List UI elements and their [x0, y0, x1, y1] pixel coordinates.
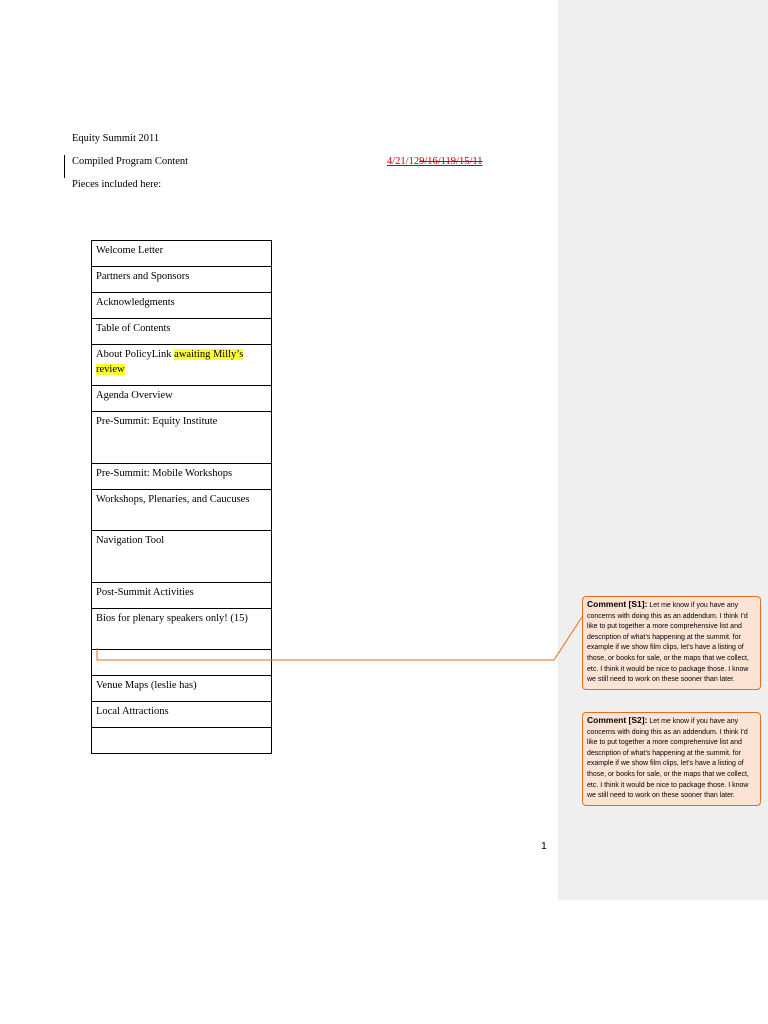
table-row[interactable]: Acknowledgments	[92, 293, 272, 319]
date-struck-2: 9/15/11	[450, 156, 483, 167]
table-row[interactable]: Agenda Overview	[92, 386, 272, 412]
date-current: 4/21/12	[387, 156, 420, 167]
table-row[interactable]: Workshops, Plenaries, and Caucuses	[92, 490, 272, 531]
table-row[interactable]: Welcome Letter	[92, 241, 272, 267]
table-row[interactable]: Pre-Summit: Equity Institute	[92, 412, 272, 464]
table-row[interactable]: Bios for plenary speakers only! (15)	[92, 609, 272, 650]
table-row[interactable]: Local Attractions	[92, 702, 272, 728]
table-row[interactable]: Navigation Tool	[92, 531, 272, 583]
date-struck-1: 9/16/11	[419, 156, 451, 167]
review-highlight: awaiting Milly’s review	[96, 349, 244, 375]
document-title: Equity Summit 2011	[72, 133, 160, 144]
table-row[interactable]: Partners and Sponsors	[92, 267, 272, 293]
comment-text: Let me know if you have any concerns with doing this as an addendum. I think I’d like to put together a more comprehensive list and description of what’s happening at the summit. for example if we show film clips, let’s have a listing of those, or books for sale, or the maps that we collect, etc. I think it would be nice to package those. I know we still need to work on these sooner than later.	[587, 718, 749, 800]
table-row[interactable]: Post-Summit Activities	[92, 583, 272, 609]
table-row[interactable]: Table of Contents	[92, 319, 272, 345]
document-subtitle: Compiled Program Content	[72, 156, 189, 167]
table-row[interactable]: About PolicyLink awaiting Milly’s review	[92, 345, 272, 386]
comment-text: Let me know if you have any concerns with doing this as an addendum. I think I’d like to put together a more comprehensive list and description of what’s happening at the summit. for example if we show film clips, let’s have a listing of those, or books for sale, or the maps that we collect, etc. I think it would be nice to package those. I know we still need to work on these sooner than later.	[587, 602, 749, 684]
table-row[interactable]: Venue Maps (leslie has)	[92, 676, 272, 702]
comment-bubble[interactable]	[582, 712, 761, 806]
comment-bubble[interactable]	[582, 596, 761, 690]
pieces-label: Pieces included here:	[72, 179, 162, 190]
comment-label: Comment [S2]:	[587, 715, 648, 725]
table-row[interactable]: Pre-Summit: Mobile Workshops	[92, 464, 272, 490]
comment-label: Comment [S1]:	[587, 599, 648, 609]
page-number: 1	[541, 840, 547, 852]
